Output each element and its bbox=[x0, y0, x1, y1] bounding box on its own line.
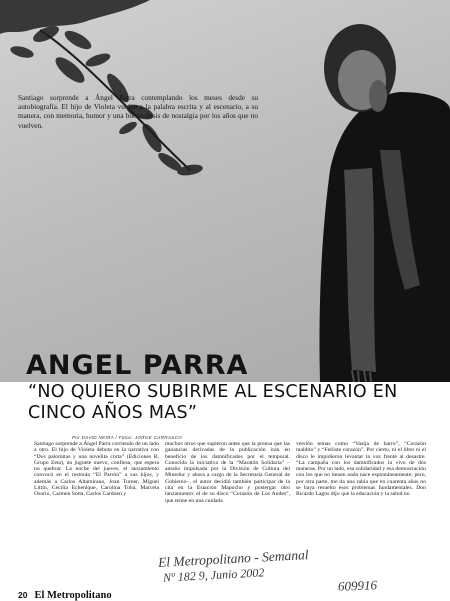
body-column-2 bbox=[165, 441, 290, 504]
article-headline: “NO QUIERO SUBIRME AL ESCENARIO EN CINCO AÑOS MAS” bbox=[28, 382, 398, 423]
handwritten-issue-date: Nº 182 9, Junio 2002 bbox=[162, 565, 265, 585]
photo-tagline: Santiago sorprende a Ángel Parra contemplando los meses desde su autobiografía. El hijo de Violeta vuelve a la palabra escrita y al escenario, a su manera, con memoria, humor y una buena dosis de nostalgia por los años que no vuelven. bbox=[18, 93, 258, 130]
handwritten-source-note: El Metropolitano - Semanal bbox=[157, 547, 309, 570]
subject-name: ANGEL PARRA bbox=[26, 350, 249, 381]
publication-name: El Metropolitano bbox=[34, 590, 112, 601]
body-text: versión temas como “Vasija de barro”, “Corazón maldito” y “Feliiste corazón”. Por cierto, ni el libro ni el disco le impidieron levantar la voz frente al desastre. “La campaña con los damnificados la vivo de dos maneras. Por un lado, esa solidaridad y esa demostración con los que no tienen nada nace espontáneamente; pero, por otra parte, me da una rabia que en cuarenta años no se haya resuelto esos problemas fundamentales. Don Ricardo Lagos dijo que la educación y la salud no bbox=[296, 441, 426, 498]
byline: Por DAVID NEIRA / Fotos: JORGE CARRASCO bbox=[72, 435, 183, 440]
handwritten-archive-code: 609916 bbox=[337, 577, 378, 594]
page-number: 20 bbox=[18, 590, 28, 600]
body-column-3 bbox=[296, 441, 426, 498]
page-footer bbox=[18, 590, 112, 601]
body-column-1 bbox=[34, 441, 159, 498]
body-text: muchos otros que supieron antes que la prensa que las ganancias derivadas de la publicación irán en beneficio de los damnificados por el temporal. Conocida la iniciativa de la “Maratón Solidaria” –antaño impulsada por la División de Cultura del Mineduc y ahora a cargo de la Secretaría General de Gobierno–, el autor decidió también participar de la cita en la Estación Mapocho y postergar otro lanzamiento: el de su disco “Corazón de Los Andes”, que reúne en una cuidada bbox=[165, 441, 290, 504]
body-text: Santiago sorprende a Ángel Parra corriendo de un lado a otro. El hijo de Violeta debuta en la narrativa con “Dos palomitas y una novelita corta” (Ediciones B, Grupo Zeta), un juguete nuevo, confiesa, que espera no quebrar. La noche del jueves, el lanzamiento convocó en el restorán “El Parrón” a sus hijos, y además a Carlos Altamirano, Joan Turner, Miguel Littín, Cecilia Echenique, Carolina Tohá, Marcela Osorio, Carmen Sotta, Carlos Cardoen y bbox=[34, 441, 159, 498]
